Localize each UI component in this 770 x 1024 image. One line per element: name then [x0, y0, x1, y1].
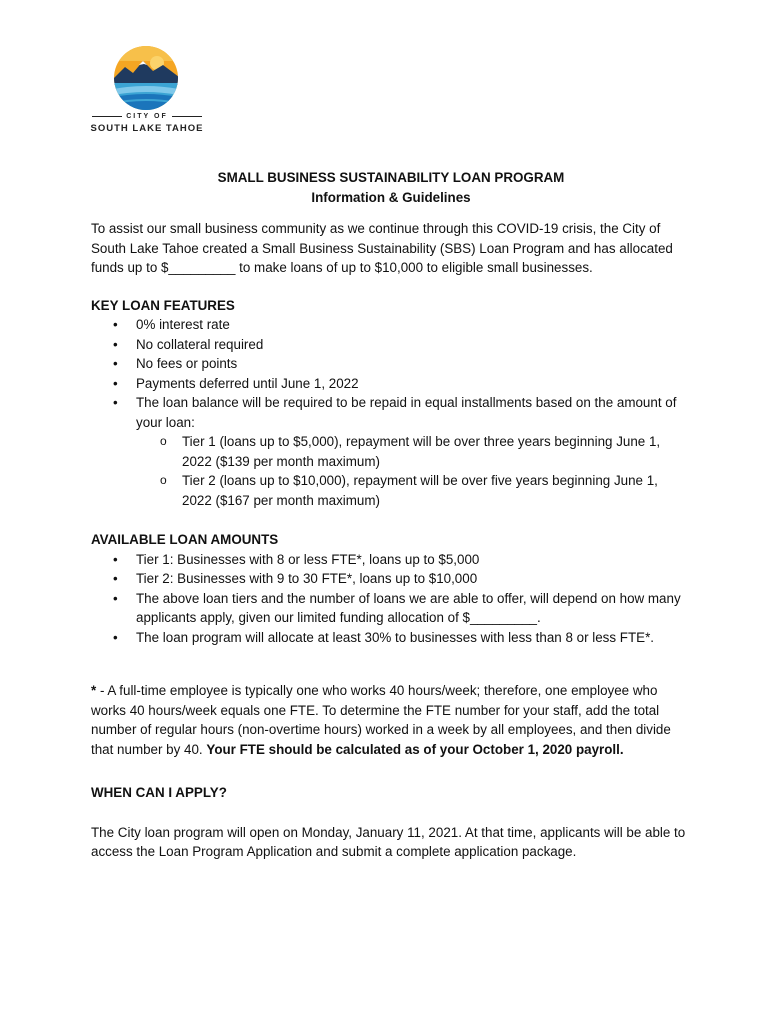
city-logo: [88, 45, 206, 137]
loan-amounts-list: [91, 550, 691, 648]
footnote-marker: *: [91, 683, 97, 698]
when-paragraph: The City loan program will open on Monday, January 11, 2021. At that time, applicants will be able to access the Loan Program Application and submit a complete application package.: [91, 824, 686, 859]
list-item: • Payments deferred until June 1, 2022: [91, 374, 691, 394]
when-heading: WHEN CAN I APPLY?: [91, 785, 227, 800]
list-item: • 0% interest rate: [91, 315, 691, 335]
logo-city-name: SOUTH LAKE TAHOE: [90, 123, 204, 134]
page-subtitle: Information & Guidelines: [311, 189, 471, 205]
key-features-list: [91, 315, 691, 510]
loan-amounts-heading: AVAILABLE LOAN AMOUNTS: [91, 532, 279, 547]
list-item: • The loan program will allocate at least 30% to businesses with less than 8 or less FTE*.: [91, 628, 691, 648]
list-item-repayment: [91, 393, 691, 510]
footnote-bold-text: Your FTE should be calculated as of your October 1, 2020 payroll.: [206, 741, 624, 757]
intro-paragraph: To assist our small business community as we continue through this COVID-19 crisis, the City of South Lake Tahoe created a Small Business Sustainability (SBS) Loan Program and has allocated funds up to $_________ to make loans of up to $10,000 to eligible small businesses.: [91, 221, 673, 275]
logo-emblem-icon: [113, 45, 179, 111]
logo-city-of: CITY OF: [88, 113, 206, 120]
list-item: • No fees or points: [91, 354, 691, 374]
list-item: • Tier 2: Businesses with 9 to 30 FTE*, loans up to $10,000: [91, 569, 691, 589]
tier-sublist: [136, 432, 691, 510]
list-item: • The above loan tiers and the number of loans we are able to offer, will depend on how many applicants apply, given our limited funding allocation of $_________.: [91, 589, 691, 628]
list-item-text: The loan balance will be required to be repaid in equal installments based on the amount of your loan:: [136, 395, 677, 430]
sub-list-item: o Tier 2 (loans up to $10,000), repayment will be over five years beginning June 1, 2022 ($167 per month maximum): [136, 471, 691, 510]
document-body: [91, 168, 691, 862]
key-features-heading: KEY LOAN FEATURES: [91, 297, 235, 313]
page-title: SMALL BUSINESS SUSTAINABILITY LOAN PROGRAM: [217, 170, 565, 185]
fte-footnote: [91, 681, 691, 759]
sub-list-item: o Tier 1 (loans up to $5,000), repayment will be over three years beginning June 1, 2022 ($139 per month maximum): [136, 432, 691, 471]
list-item: • Tier 1: Businesses with 8 or less FTE*, loans up to $5,000: [91, 550, 691, 570]
footnote-text: - A full-time employee is typically one who works 40 hours/week; therefore, one employee who works 40 hours/week equals one FTE. To determine the FTE number for your staff, add the total number of regular hours (non-overtime hours) worked in a week by all employees, and then divide that number by 40.: [91, 683, 671, 757]
list-item: • No collateral required: [91, 335, 691, 355]
